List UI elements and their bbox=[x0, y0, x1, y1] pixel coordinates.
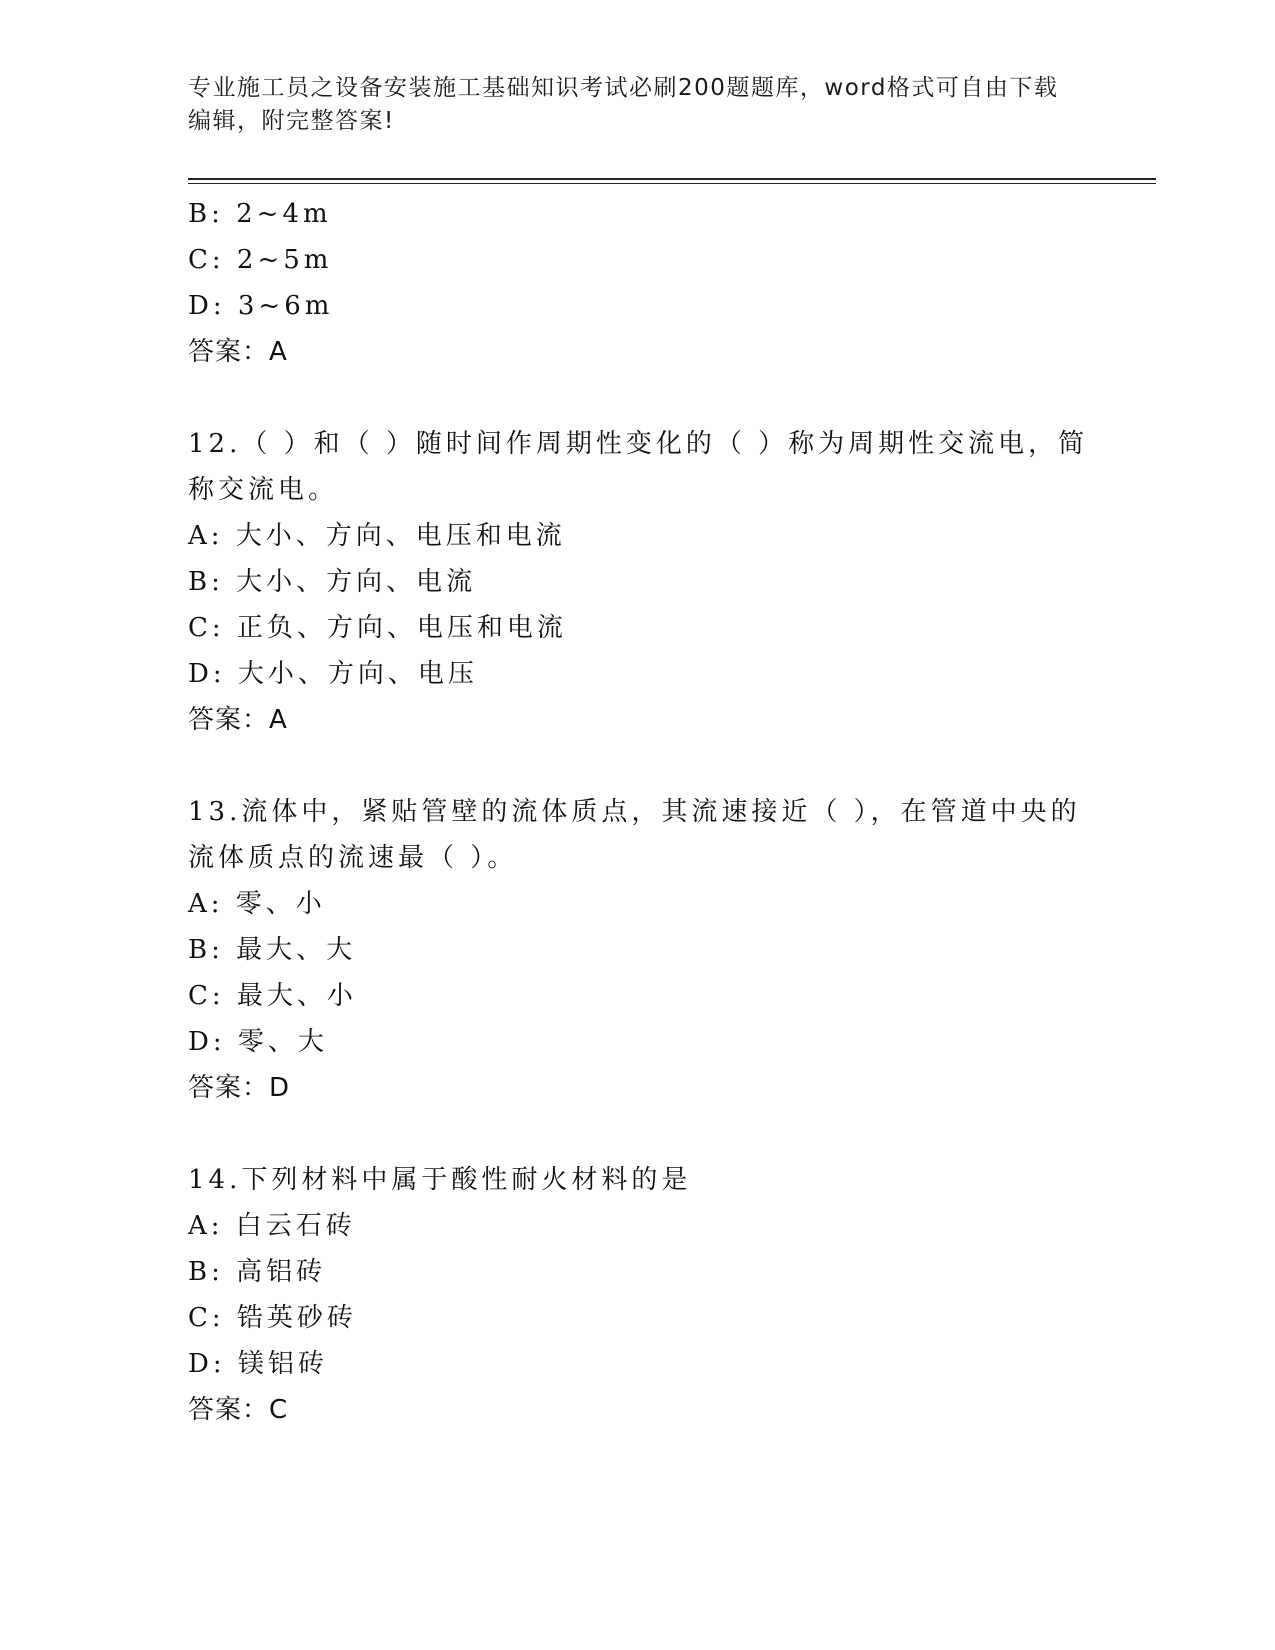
question-11-tail bbox=[188, 191, 1088, 375]
option-a: A: 零、小 bbox=[188, 889, 326, 919]
question-stem: 12.（ ）和（ ）随时间作周期性变化的（ ）称为周期性交流电，简 bbox=[188, 429, 1089, 459]
option-c: C: 2~5m bbox=[188, 245, 333, 275]
question-13 bbox=[188, 789, 1088, 1111]
option-d: D: 大小、方向、电压 bbox=[188, 659, 478, 689]
header-line-2: 编辑，附完整答案! bbox=[188, 108, 395, 134]
option-a: A: 白云石砖 bbox=[188, 1211, 356, 1241]
answer: 答案：A bbox=[188, 705, 288, 735]
option-c: C: 锆英砂砖 bbox=[188, 1303, 357, 1333]
option-b: B: 大小、方向、电流 bbox=[188, 567, 477, 597]
answer: 答案：A bbox=[188, 337, 288, 367]
answer: 答案：C bbox=[188, 1395, 289, 1425]
question-list bbox=[188, 191, 1088, 1433]
question-stem: 14.下列材料中属于酸性耐火材料的是 bbox=[188, 1165, 692, 1195]
header-divider-thin bbox=[188, 183, 1156, 184]
option-d: D: 3~6m bbox=[188, 291, 334, 321]
option-d: D: 镁铝砖 bbox=[188, 1349, 328, 1379]
option-b: B: 高铝砖 bbox=[188, 1257, 327, 1287]
answer: 答案：D bbox=[188, 1073, 291, 1103]
question-stem-cont: 流体质点的流速最（ ）。 bbox=[188, 843, 518, 873]
option-d: D: 零、大 bbox=[188, 1027, 328, 1057]
question-12 bbox=[188, 421, 1088, 743]
option-c: C: 最大、小 bbox=[188, 981, 357, 1011]
question-stem-cont: 称交流电。 bbox=[188, 475, 339, 505]
option-a: A: 大小、方向、电压和电流 bbox=[188, 521, 566, 551]
option-b: B: 2~4m bbox=[188, 199, 332, 229]
header-line-1: 专业施工员之设备安装施工基础知识考试必刷200题题库，word格式可自由下载 bbox=[188, 75, 1059, 101]
question-14 bbox=[188, 1157, 1088, 1433]
header-divider bbox=[188, 178, 1156, 180]
option-b: B: 最大、大 bbox=[188, 935, 357, 965]
document-header bbox=[188, 72, 1088, 138]
option-c: C: 正负、方向、电压和电流 bbox=[188, 613, 567, 643]
question-stem: 13.流体中，紧贴管壁的流体质点，其流速接近（ ），在管道中央的 bbox=[188, 797, 1081, 827]
